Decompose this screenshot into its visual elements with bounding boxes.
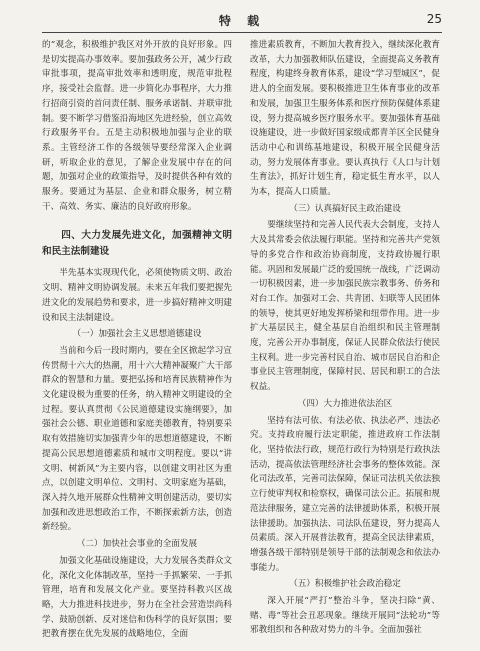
subsection-heading: （四）大力推进依法治区 <box>297 398 393 409</box>
subsection-heading: （三）认真搞好民主政治建设 <box>289 203 401 214</box>
paragraph: 加强文化基础设施建设，大力发展各类群众文化，深化文化体制改革，坚持一手抓繁荣、一手抓管理，培育和发展文化产业。要坚持科教兴区战略，大力推进科技进步，努力在全社会营造崇尚科学、鼓励创新、反对迷信和伪科学的良好氛围；要把教育摆在优先发展的战略地位，全面 <box>42 555 232 640</box>
right-column <box>250 38 440 644</box>
page-header <box>42 10 442 33</box>
paragraph: 半先基本实现现代化，必须使物质文明、政治文明、精神文明协调发展。未来五年我们要把握先进文化的发展趋势和要求，进一步搞好精神文明建设和民主法制建设。 <box>42 268 232 323</box>
section-name: 特 载 <box>218 14 266 28</box>
subsection-heading: （一）加强社会主义思想道德建设 <box>72 329 202 340</box>
paragraph: 推进素质教育，不断加大教育投入，继续深化教育改革，大力加强教师队伍建设，全面提高义务教育程度，构建终身教育体系，建设“学习型城区”，促进人的全面发展。要积极推进卫生体育事业的改革和发展，加强卫生服务体系和医疗预防保健体系建设，努力提高城乡医疗服务水平。要加强体育基础设施建设，进一步做好国家级成都青羊区全民健身活动中心和训练基地建设，积极开展全民健身活动，努力发展体育事业。要认真执行《人口与计划生育法》，抓好计划生育，稳定低生育水平，以人为本，提高人口质量。 <box>250 40 440 198</box>
left-column <box>42 38 232 644</box>
page-number: 25 <box>426 12 442 26</box>
paragraph: 深入开展“严打”整治斗争，坚决扫除“黄、赌、毒”等社会丑恶现象。继续开展同“法轮功”等邪教组织和各种敌对势力的斗争。全面加强社 <box>250 596 440 636</box>
paragraph: 当前和今后一段时期内，要在全区掀起学习宣传贯彻十六大的热潮，用十六大精神凝聚广大干部群众的智慧和力量。要把弘扬和培育民族精神作为文化建设极为重要的任务，纳入精神文明建设的全过程。要认真贯彻《公民道德建设实施纲要》，加强社会公德、职业道德和家庭美德教育，特别要采取有效措施切实加强青少年的思想道德建设，不断提高公民思想道德素质和城市文明程度。要以“讲文明、树新风”为主要内容，以创建文明社区为重点，以创建文明单位、文明村、文明家庭为基础，深入持久地开展群众性精神文明创建活动，要切实加强和改进思想政治工作，不断探索新方法，创造新经验。 <box>42 345 232 533</box>
subsection-heading: （二）加快社会事业的全面发展 <box>76 539 198 550</box>
section-heading: 四、大力发展先进文化，加强精神文明和民主法制建设 <box>42 230 232 258</box>
paragraph: 要继续坚持和完善人民代表大会制度，支持人大及其常委会依法履行职能。坚持和完善共产党领导的多党合作和政治协商制度，支持政协履行职能。巩固和发展最广泛的爱国统一战线，广泛调动一切积极因素，进一步加强民族宗教事务、侨务和对台工作。加强对工会、共青团、妇联等人民团体的领导，使其更好地发挥桥梁和纽带作用。进一步扩大基层民主，健全基层自治组织和民主管理制度，完善公开办事制度，保证人民群众依法行使民主权利。进一步完善村民自治、城市居民自治和企事业民主管理制度，保障村民、居民和职工的合法权益。 <box>250 220 440 393</box>
paragraph: 坚持有法可依、有法必依、执法必严、违法必究。支持政府履行法定职能，推进政府工作法制化，坚持依法行政，规范行政行为特别是行政执法活动，提高依法管理经济社会事务的整体效能。深化司法改革，完善司法保障，保证司法机关依法独立行使审判权和检察权，确保司法公正。拓展和规范法律服务，建立完善的法律援助体系，积极开展法律援助。加强执法、司法队伍建设，努力提高人员素质。深入开展普法教育，提高全民法律素质，增强各级干部特别是领导干部的法制观念和依法办事能力。 <box>250 415 440 573</box>
paragraph: 的”观念，积极维护我区对外开放的良好形象。四是切实提高办事效率。要加强政务公开，减少行政审批事项，提高审批效率和透明度，规范审批程序，接受社会监督。进一步简化办事程序，大力推行招商引资的首问责任制、服务承诺制、并联审批制。要不断学习借鉴沿海地区先进经验，创立高效行政服务平台。五是主动积极地加强与企业的联系。主管经济工作的各级领导要经常深入企业调研，听取企业的意见，了解企业发展中存在的问题，加强对企业的政策指导，及时提供各种有效的服务。要通过为基层、企业和群众服务，树立精干、高效、务实、廉洁的良好政府形象。 <box>42 40 232 212</box>
subsection-heading: （五）积极维护社会政治稳定 <box>289 579 401 590</box>
